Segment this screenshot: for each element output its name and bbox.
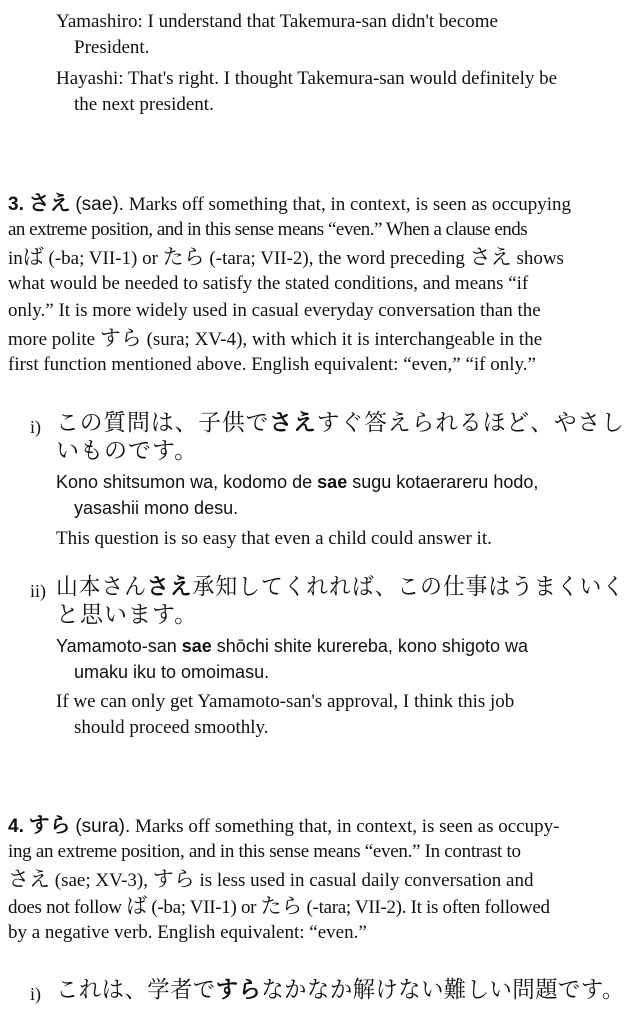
body-text: (sae; XV-3),	[54, 870, 148, 891]
example-japanese	[56, 410, 625, 436]
body-text: in	[8, 248, 23, 269]
kana-sura: すら	[99, 326, 142, 350]
body-text: shows	[516, 248, 564, 269]
body-line	[8, 325, 542, 353]
example-romaji: umaku iku to omoimasu.	[74, 662, 270, 682]
romaji-text: Kono shitsumon wa, kodomo de	[56, 472, 313, 492]
section-number: 4.	[8, 816, 24, 837]
kana-sae: さえ	[469, 245, 512, 269]
jp-text: すぐ答えられるほど、やさし	[316, 410, 625, 436]
dialogue-line: Hayashi: That's right. I thought Takemura-san would definitely be	[56, 68, 558, 89]
example-english: If we can only get Yamamoto-san's approval, I think this job	[56, 691, 515, 712]
example-japanese	[56, 574, 625, 600]
jp-key: すら	[215, 977, 262, 1003]
romaji-key: sae	[317, 472, 348, 492]
body-text: more polite	[8, 329, 96, 350]
jp-text: なかなか解けない難しい問題です。	[261, 977, 625, 1003]
body-line	[8, 244, 564, 272]
body-line: first function mentioned above. English equivalent: “even,” “if only.”	[8, 354, 536, 375]
example-romaji	[56, 469, 538, 495]
body-text: (-tara; VII-2). It is often followed	[306, 897, 550, 918]
example-japanese: いものです。	[56, 438, 199, 464]
section-kana: さえ	[28, 191, 71, 215]
dialogue-line: the next president.	[74, 94, 214, 115]
body-text: is less used in casual daily conversation and	[199, 870, 534, 891]
example-label: ii)	[30, 581, 46, 601]
kana-ba: ば	[22, 245, 44, 269]
kana-sura: すら	[152, 867, 195, 891]
example-label: i)	[30, 417, 41, 437]
kana-sae: さえ	[8, 867, 50, 891]
body-line	[8, 866, 533, 894]
romaji-text: sugu kotaerareru hodo,	[352, 472, 539, 492]
body-text: does not follow	[8, 897, 122, 918]
body-line	[8, 893, 550, 921]
body-line: what would be needed to satisfy the stated conditions, and means “if	[8, 273, 529, 294]
body-line: an extreme position, and in this sense means “even.” When a clause ends	[8, 219, 528, 240]
example-romaji: yasashii mono desu.	[74, 498, 239, 518]
body-line: only.” It is more widely used in casual everyday conversation than the	[8, 300, 541, 321]
example-english: This question is so easy that even a child could answer it.	[56, 528, 492, 549]
example-english: should proceed smoothly.	[74, 717, 269, 738]
kana-ba: ば	[126, 894, 147, 918]
jp-key: さえ	[269, 410, 317, 436]
body-text: (-tara; VII-2), the word preceding	[209, 248, 465, 269]
example-japanese: と思います。	[56, 602, 199, 628]
section-heading-line	[8, 812, 559, 840]
section-number: 3.	[8, 194, 24, 215]
romaji-key: sae	[181, 636, 212, 656]
body-text: (sura; XV-4), with which it is interchangeable in the	[146, 329, 543, 350]
jp-text: 承知してくれれば、この仕事はうまくいく	[192, 574, 625, 600]
body-line: by a negative verb. English equivalent: “even.”	[8, 922, 367, 943]
romaji-text: Yamamoto-san	[56, 636, 177, 656]
kana-tara: たら	[162, 245, 205, 269]
example-label: i)	[30, 984, 41, 1004]
dialogue-line: Yamashiro: I understand that Takemura-san didn't become	[56, 11, 498, 32]
dialogue-line: President.	[74, 37, 150, 58]
body-text: (-ba; VII-1) or	[48, 248, 158, 269]
jp-text: これは、学者で	[56, 977, 216, 1003]
body-text: (-ba; VII-1) or	[151, 897, 257, 918]
example-romaji	[56, 633, 528, 659]
body-line: ing an extreme position, and in this sense means “even.” In contrast to	[8, 841, 521, 862]
body-text: Marks off something that, in context, is seen as occupy-	[135, 816, 560, 837]
jp-text: 山本さん	[56, 574, 148, 600]
romaji-text: shōchi shite kurereba, kono shigoto wa	[216, 636, 528, 656]
section-kana: すら	[28, 813, 71, 837]
jp-text: この質問は、子供で	[56, 410, 270, 436]
example-japanese	[56, 977, 625, 1003]
body-text: Marks off something that, in context, is seen as occupying	[128, 194, 572, 215]
section-heading-line	[8, 190, 571, 218]
section-romaji: (sura).	[75, 816, 131, 837]
section-romaji: (sae).	[75, 194, 124, 215]
kana-tara: たら	[260, 894, 303, 918]
jp-key: さえ	[147, 574, 193, 600]
